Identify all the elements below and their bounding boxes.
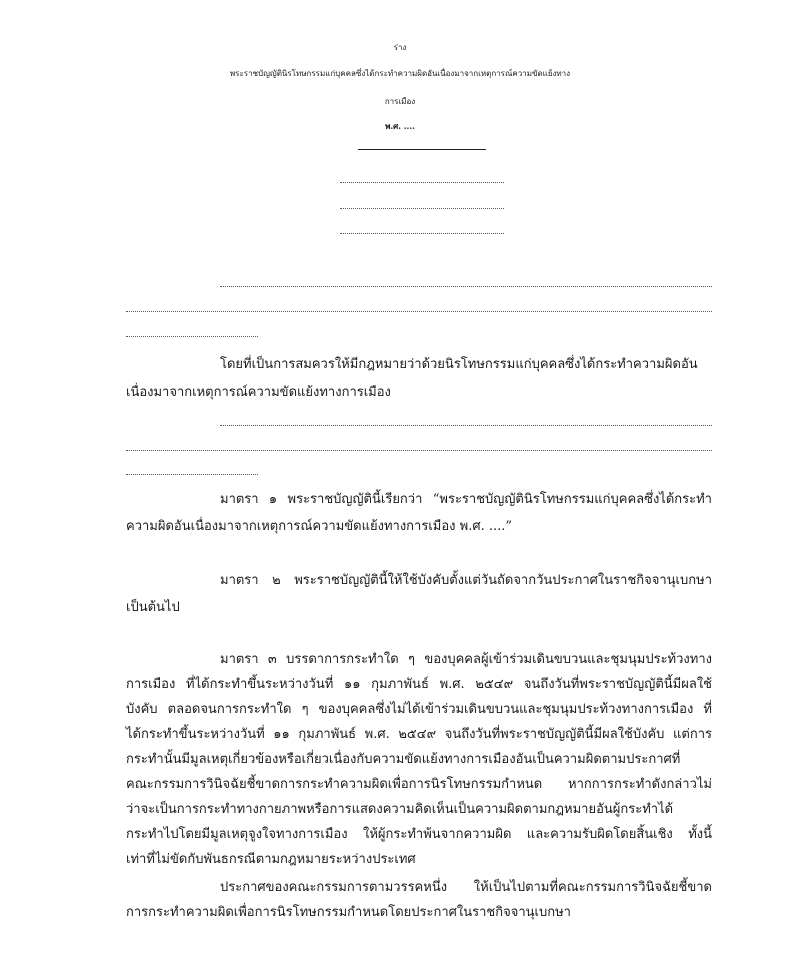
section-1-line-2: ความผิดอันเนื่องมาจากเหตุการณ์ความขัดแย้งทางการเมือง พ.ศ. ....” [126,519,513,534]
blank-line [126,336,258,337]
preamble-line-2: เนื่องมาจากเหตุการณ์ความขัดแย้งทางการเมือง [126,385,391,400]
act-year: พ.ศ. .... [385,121,415,131]
section-3-line: การเมือง ที่ได้กระทำขึ้นระหว่างวันที่ ๑๑ กุมภาพันธ์ พ.ศ. ๒๕๔๙ จนถึงวันที่พระราชบัญญัตินี้มีผลใช้ [126,677,712,692]
section-3-line: กระทำนั้นมีมูลเหตุเกี่ยวข้องหรือเกี่ยวเนื่องกับความขัดแย้งทางการเมืองอันเป็นความผิดตามประกาศที่ [126,752,681,767]
section-1-line-1: มาตรา ๑ พระราชบัญญัตินี้เรียกว่า “พระราชบัญญัตินิรโทษกรรมแก่บุคคลซึ่งได้กระทำ [220,492,712,507]
section-3-line: มาตรา ๓ บรรดาการกระทำใด ๆ ของบุคคลผู้เข้าร่วมเดินขบวนและชุมนุมประท้วงทาง [220,652,712,667]
section-3-line: บังคับ ตลอดจนการกระทำใด ๆ ของบุคคลซึ่งไม่ได้เข้าร่วมเดินขบวนและชุมนุมประท้วงทางการเมือง ที่ [126,702,712,717]
blank-line [340,182,504,183]
section-3-para-2-line-1: ประกาศของคณะกรรมการตามวรรคหนึ่ง ให้เป็นไปตามที่คณะกรรมการวินิจฉัยชี้ขาด [220,880,712,895]
preamble-line-1: โดยที่เป็นการสมควรให้มีกฎหมายว่าด้วยนิรโทษกรรมแก่บุคคลซึ่งได้กระทำความผิดอัน [220,357,698,372]
draft-label: ร่าง [393,43,407,52]
section-2-line-1: มาตรา ๒ พระราชบัญญัตินี้ให้ใช้บังคับตั้งแต่วันถัดจากวันประกาศในราชกิจจานุเบกษา [220,573,712,588]
blank-line [340,208,504,209]
section-3-line: ว่าจะเป็นการกระทำทางกายภาพหรือการแสดงความคิดเห็นเป็นความผิดตามกฎหมายอันผู้กระทำได้ [126,802,674,817]
section-3-line: คณะกรรมการวินิจฉัยชี้ขาดการกระทำความผิดเพื่อการนิรโทษกรรมกำหนด หากการกระทำดังกล่าวไม่ [126,777,712,792]
section-3-para-2-line-2: การกระทำความผิดเพื่อการนิรโทษกรรมกำหนดโดยประกาศในราชกิจจานุเบกษา [126,905,571,920]
blank-line [220,286,712,287]
blank-line [126,450,712,451]
title-underline [358,149,486,150]
section-3-line: ได้กระทำขึ้นระหว่างวันที่ ๑๑ กุมภาพันธ์ พ.ศ. ๒๕๔๙ จนถึงวันที่พระราชบัญญัตินี้มีผลใช้บังคับ แต่การ [126,727,712,742]
section-3-line: เท่าที่ไม่ขัดกับพันธกรณีตามกฎหมายระหว่างประเทศ [126,852,416,867]
blank-line [126,474,258,475]
act-title-line-2: การเมือง [384,97,416,106]
blank-line [126,311,712,312]
section-2-line-2: เป็นต้นไป [126,600,180,615]
act-title-line-1: พระราชบัญญัตินิรโทษกรรมแก่บุคคลซึ่งได้กระทำความผิดอันเนื่องมาจากเหตุการณ์ความขัดแย้งทาง [229,69,571,78]
blank-line [340,233,504,234]
section-3-line: กระทำไปโดยมีมูลเหตุจูงใจทางการเมือง ให้ผู้กระทำพ้นจากความผิด และความรับผิดโดยสิ้นเชิง ทั้งนี้ [126,827,712,842]
blank-line [220,425,712,426]
